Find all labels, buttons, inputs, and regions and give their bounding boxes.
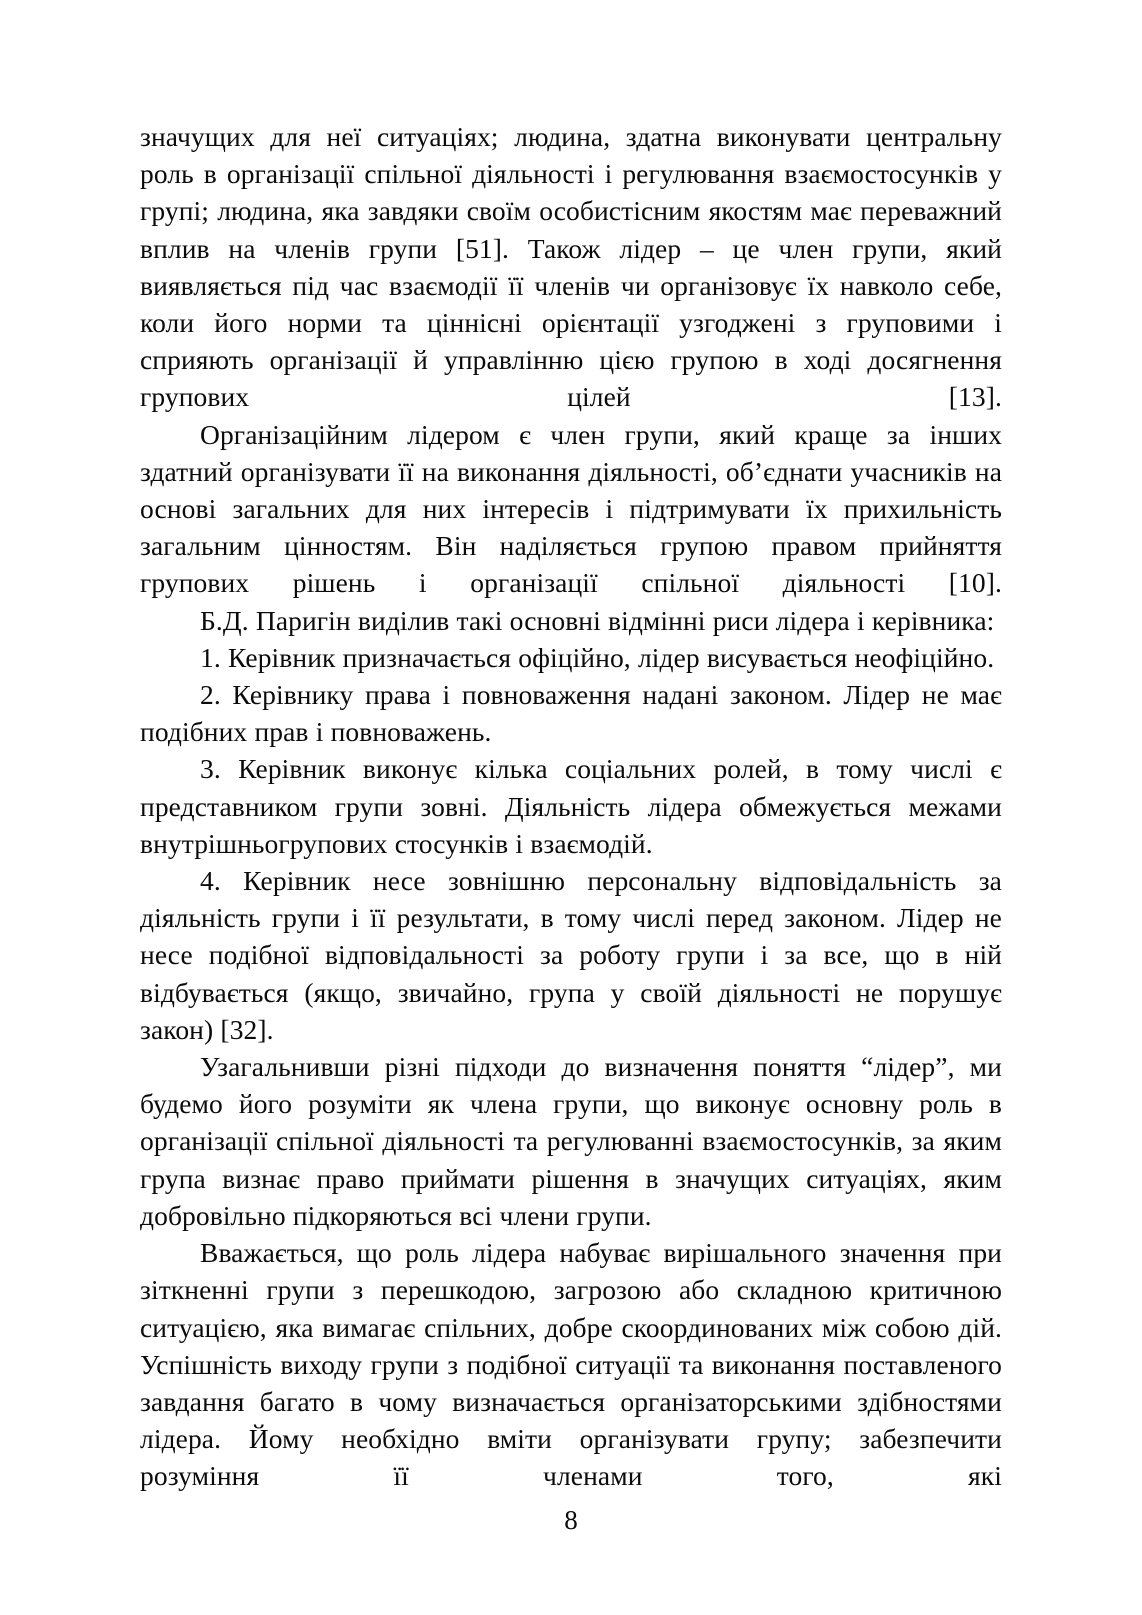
page-number: 8	[564, 1505, 578, 1535]
paragraph-9: Вважається, що роль лідера набуває вирішального значення при зіткненні групи з перешкодою, загрозою або складною критичною ситуацією, яка вимагає спільних, добре скоординованих між собою дій. Успішність виходу групи з подібної ситуації та виконання поставленого завдання багато в чому визначається організаторськими здібностями лідера. Йому необхідно вміти організувати групу; забезпечити розуміння її членами того, які	[140, 1237, 1002, 1492]
paragraph-3: Б.Д. Паригін виділив такі основні відмінні риси лідера і керівника:	[200, 604, 995, 636]
list-item-4: 4. Керівник несе зовнішню персональну відповідальність за діяльність групи і її результати, в тому числі перед законом. Лідер не несе подібної відповідальності за роботу групи і за все, що в ній відбувається (якщо, звичайно, група у своїй діяльності не порушує закон) [32].	[140, 865, 1002, 1045]
paragraph-8: Узагальнивши різні підходи до визначення поняття “лідер”, ми будемо його розуміти як члена групи, що виконує основну роль в організації спільної діяльності та регулюванні взаємостосунків, за яким група визнає право приймати рішення в значущих ситуаціях, яким добровільно підкоряються всі члени групи.	[140, 1051, 1002, 1231]
list-item-1: 1. Керівник призначається офіційно, лідер висувається неофіційно.	[200, 641, 995, 673]
paragraph-1: значущих для неї ситуаціях; людина, здатна виконувати центральну роль в організації спільної діяльності і регулювання взаємостосунків у групі; людина, яка завдяки своїм особистісним якостям має переважний вплив на членів групи [51]. Також лідер – це член групи, який виявляється під час взаємодії її членів чи організовує їх навколо себе, коли його норми та ціннісні орієнтації узгоджені з груповими і сприяють організації й управлінню цією групою в ході досягнення групових цілей [13].	[140, 121, 1002, 413]
body-text-block	[140, 118, 1002, 1495]
list-item-3: 3. Керівник виконує кілька соціальних ролей, в тому числі є представником групи зовні. Діяльність лідера обмежується межами внутрішньогрупових стосунків і взаємодій.	[140, 753, 1002, 859]
paragraph-2: Організаційним лідером є член групи, який краще за інших здатний організувати її на виконання діяльності, об’єднати учасників на основі загальних для них інтересів і підтримувати їх прихильність загальним цінностям. Він наділяється групою правом прийняття групових рішень і організації спільної діяльності [10].	[140, 418, 1002, 599]
list-item-2: 2. Керівнику права і повноваження надані законом. Лідер не має подібних прав і повноважень.	[140, 679, 1002, 748]
